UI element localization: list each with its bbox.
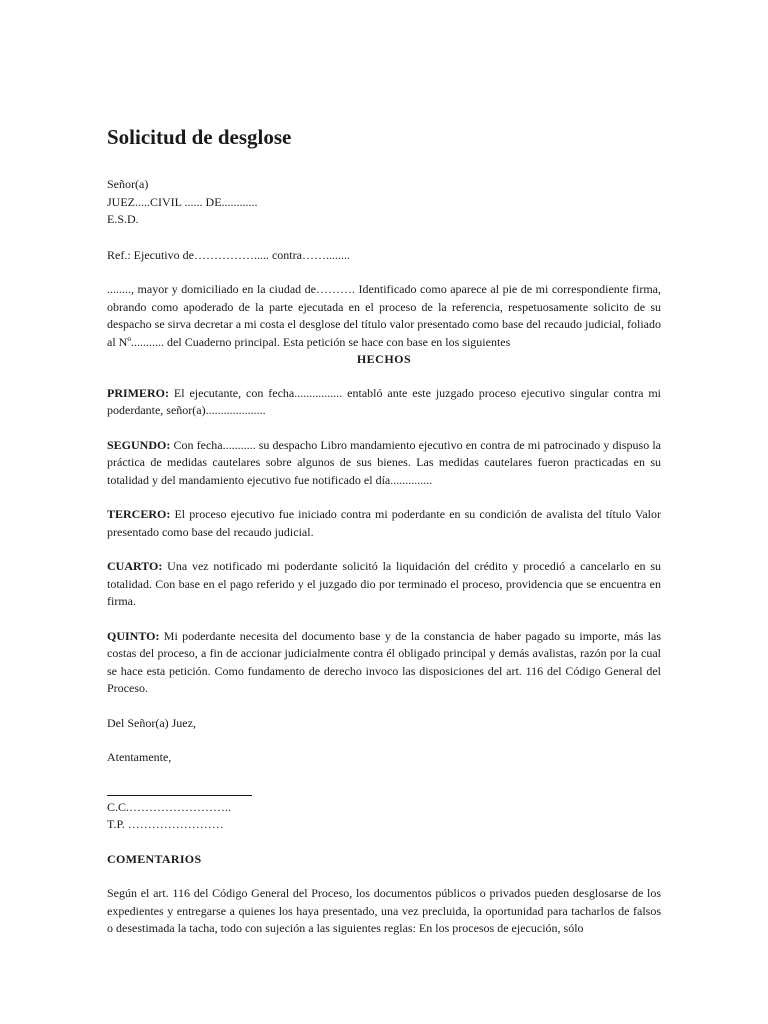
document-page (107, 122, 661, 938)
tp-line: T.P. …………………… (107, 817, 224, 831)
document-title: Solicitud de desglose (107, 125, 292, 149)
fact-label: QUINTO: (107, 628, 160, 643)
addressee-line: E.S.D. (107, 212, 139, 226)
fact-label: TERCERO: (107, 507, 171, 521)
facts-heading: HECHOS (356, 352, 412, 366)
fact-paragraph (107, 558, 661, 611)
addressee-block (107, 176, 661, 229)
addressee-line: Señor(a) (107, 177, 149, 191)
fact-text: Mi poderdante necesita del documento base y de la constancia de haber pagado su importe, más las costas del proceso, a fin de accionar judicialmente contra él obligado principal y demás avalistas, razón por la cual se hace esta petición. Como fundamento de derecho invoco las disposiciones del art. 116 del Código General del Proceso. (107, 628, 661, 695)
comments-paragraph: Según el art. 116 del Código General del Proceso, los documentos públicos o privados pueden desglosarse de los expedientes y entregarse a quienes los haya presentado, una vez precluida, la oportunidad para tacharlos de falsos o desestimada la tacha, todo con sujeción a las siguientes reglas: En los procesos de ejecución, sólo (107, 886, 661, 935)
reference-line: Ref.: Ejecutivo de……………..... contra……........ (107, 247, 350, 262)
fact-text: El ejecutante, con fecha................ entabló ante este juzgado proceso ejecutivo singular contra mi poderdante, señor(a).................... (107, 385, 661, 417)
fact-label: PRIMERO: (107, 385, 169, 400)
fact-paragraph (107, 506, 661, 541)
closing-salutation: Del Señor(a) Juez, (107, 715, 196, 730)
fact-paragraph (107, 437, 661, 490)
addressee-line: JUEZ.....CIVIL ...... DE............ (107, 194, 258, 209)
comments-heading: COMENTARIOS (107, 851, 202, 866)
intro-paragraph: ........, mayor y domiciliado en la ciudad de………. Identificado como aparece al pie de mi correspondiente firma, obrando como apoderado de la parte ejecutada en el proceso de la referencia, respetuosamente solicito de su despacho se sirva decretar a mi costa el desglose del título valor presentado como base del recaudo judicial, foliado al Nº........... del Cuaderno principal. Esta petición se hace con base en los siguientes (107, 282, 661, 349)
fact-label: CUARTO: (107, 559, 163, 573)
closing-regards: Atentamente, (107, 750, 172, 764)
fact-text: Una vez notificado mi poderdante solicitó la liquidación del crédito y procedió a cancelarlo en su totalidad. Con base en el pago referido y el juzgado dio por terminado el proceso, providencia que se encuentra en firma. (107, 559, 661, 608)
fact-paragraph (107, 628, 661, 698)
fact-paragraph (107, 385, 661, 420)
signature-line (107, 795, 252, 796)
fact-label: SEGUNDO: (107, 437, 171, 452)
fact-text: El proceso ejecutivo fue iniciado contra mi poderdante en su condición de avalista del título Valor presentado como base del recaudo judicial. (107, 507, 661, 539)
fact-text: Con fecha........... su despacho Libro mandamiento ejecutivo en contra de mi patrocinado y dispuso la práctica de medidas cautelares sobre algunos de sus bienes. Las medidas cautelares fueron practicadas en su totalidad y del mandamiento ejecutivo fue notificado el día.............. (107, 437, 661, 487)
cc-line: C.C.…………………….. (107, 799, 232, 814)
